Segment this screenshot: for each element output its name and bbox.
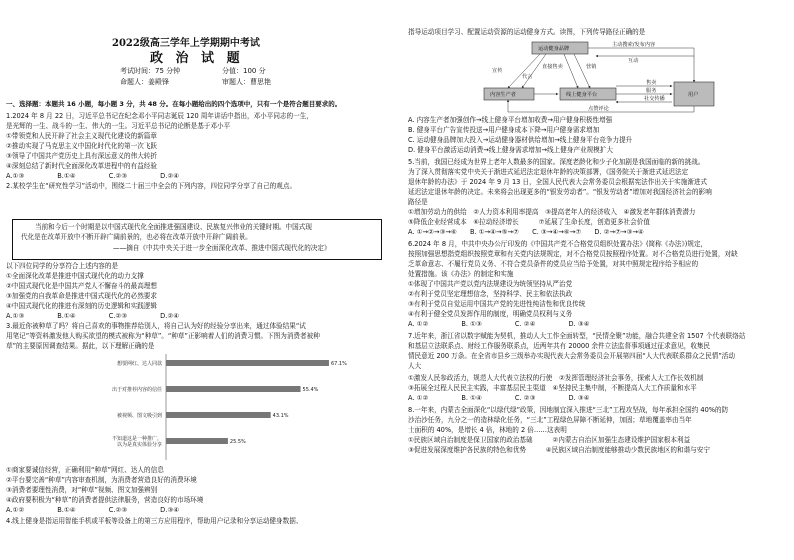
chart-bar: [166, 412, 271, 418]
option-line: ⑤降低企业经营成本 ⑥拉动经济增长 ⑦延展了生命长度，创造更多社会价值: [408, 218, 650, 226]
question-line: 人大: [408, 362, 422, 370]
svg-text:直接售卖: 直接售卖: [542, 64, 563, 70]
exam-reviewer: 审题人：曹思艳: [222, 78, 271, 86]
answer-choices: A.①③ B.①④ C.②③ D.②④: [6, 312, 180, 320]
option-line: ④中国式现代化的推进有深刻的历史逻辑和实践逻辑: [6, 302, 157, 310]
question-line: 为了深入贯彻落实党中央关于渐进式延迟法定退休年龄的决策部署，《国务院关于渐进式延迟法定: [408, 168, 689, 176]
chart-category-label: 出于对推荐内容的信任: [111, 387, 162, 393]
right-column-body: [402, 0, 794, 560]
option-line: ③促进发展深度维护各民族的特色和优势 ④民族区域自治制度能够推动少数民族地区的和谐与安宁: [408, 446, 710, 454]
question-line: 4.线上健身是指运用智能手机或平板等设备上的第三方应用程序，帮助用户记录和分享运动健身数据、: [6, 517, 303, 525]
exam-title: 2022级高三学年上学期期中考试: [112, 38, 260, 49]
chart-category-label: 被视频、图文吸引到: [116, 413, 162, 419]
section-header: 一、选择题：本题共 16 小题，每小题 3 分，共 48 分。在每小题给出的四个选项中，只有一个是符合题目要求的。: [6, 100, 342, 108]
question-line: 士面积的 40%，是增长 4 倍，林地的 2 倍……这表明: [408, 426, 567, 434]
option-line: ②平台要完善“种草”内容审查机制，为消费者营造良好的消费环境: [6, 476, 197, 484]
quote-line: 代化是在改革开放中不断开辟广阔前景的，也必将在改革开放中开辟广阔前景。: [21, 233, 252, 241]
chart-bar: [166, 360, 329, 366]
svg-text:主动搜索/发布内容: 主动搜索/发布内容: [612, 42, 656, 48]
answer-choices: A. ①② B. ①④ C. ②③ D. ③④: [408, 394, 590, 402]
question-line: 退休年龄的办法》于 2024 年 9 月 13 日，全国人民代表大会常务委员会根据宪法作出关于实施渐进式: [408, 178, 708, 186]
chart-value-label: 55.4%: [302, 387, 319, 393]
chart-value-label: 25.5%: [229, 439, 246, 445]
user-node-label: 用户: [688, 92, 699, 98]
option-line: ③有利于党员自觉运用中国共产党的先进性纯洁性和优良传统: [408, 300, 586, 308]
option-line: D. 健身平台激活运动消费→线上健身需求增加→线上健身产业规模扩大: [408, 146, 613, 154]
question-line: 处置措施。该《办法》的制定和实施: [408, 270, 514, 278]
option-line: ①增加劳动力的供给 ②人力资本利用率提高 ③提高老年人的经济收入 ④激发老年群体消费潜力: [408, 208, 696, 216]
answer-choices: A. ①→②→③→⑥ B. ①→④→⑤→⑦ C. ③→④→⑥→⑦ D. ②→⑦→③→④: [408, 228, 644, 236]
svg-text:互动: 互动: [628, 58, 639, 64]
question-line: 3.最近你被种草了吗？将自己喜欢的事物推荐给别人，将自己认为好的经验分享出来，通过体验结果“试: [6, 322, 306, 330]
svg-text:宣传: 宣传: [492, 68, 503, 74]
question-line: 路径是: [408, 198, 428, 206]
question-line: 乏革命意志、不履行党员义务、不符合党员条件的党员应当给予处置，对其中照规定程序给予相应的: [408, 260, 699, 268]
quote-box: [12, 219, 382, 260]
option-line: ①民族区域自治制度是保卫国家的政治基础 ②内蒙古自治区加强生态建设维护国家根本利益: [408, 436, 691, 444]
option-line: ②中国式现代化是中国共产党人不懈奋斗的最高理想: [6, 282, 157, 290]
platform-node-label: 线上健身平台: [566, 92, 598, 98]
creator-node-label: 内容生产者: [490, 92, 516, 98]
option-line: ①全面深化改革是推进中国式现代化的动力支撑: [6, 272, 144, 280]
subject-title: 政 治 试 题: [150, 51, 244, 66]
question-line: 2.某校学生在“研究性学习”活动中，围绕二十届三中全会的下列内容，四位同学分享了自己的观点。: [6, 182, 297, 190]
option-line: ①商家要诚信经营，正确利用“种草”网红、达人的信息: [6, 466, 164, 474]
question-line: 沙治沙任务，九分之一的造林绿化任务，“三北”工程绿色屏障不断延伸，加固；草地覆盖率由当年: [408, 416, 692, 424]
question-line: 以下四位同学的分享符合上述内容的是: [6, 262, 119, 270]
question-line: 和基层立法联系点、财经工作服务联系点，近两年共有 20000 余件立法监督事项通过征求意见，收集民: [408, 342, 711, 350]
svg-text:点赞评论: 点赞评论: [588, 106, 609, 112]
option-line: B. 健身平台广告宣传投送→用户健身成本下降→用户健身需求增加: [408, 126, 600, 134]
option-line: ④深刻总结了新时代全面深化改革进程中的有益经验: [6, 162, 157, 170]
answer-choices: A.①③ B.①④ C.②③ D.②④: [6, 172, 180, 180]
exam-author: 命题人：姜殿锋: [120, 78, 169, 86]
option-line: ③领导了中国共产党历史上具有深远意义的伟大转折: [6, 152, 157, 160]
chart-bar: [166, 438, 228, 444]
option-line: ①带领党和人民开辟了社会主义现代化建设的新篇章: [6, 132, 157, 140]
question-line: 延迟法定退休年龄的决定。未来将会出现更多的“银发劳动者”。“银发劳动者”增加对我国经济社会的影响: [408, 188, 712, 196]
svg-text:售卖: 售卖: [646, 80, 657, 86]
brand-node-label: 运动健身品牌: [538, 46, 570, 52]
svg-text:代言: 代言: [522, 74, 533, 80]
svg-text:服务: 服务: [646, 88, 657, 94]
seeding-reasons-chart: [54, 352, 347, 464]
chart-category-label: 想要网红、达人同款: [116, 361, 162, 367]
question-line: 情民意近 200 万条。在全省市县乡三级举办实现代表大会常务委员会开展第四届“人大代表联系群众之民情”活动: [408, 352, 735, 360]
option-line: ④政府要积极为“种草”的消费者提供法律服务，营造良好的市场环境: [6, 496, 204, 504]
exam-time: 考试时间：75 分钟: [120, 67, 181, 75]
answer-choices: A.①② B.①④ C.②③ D.③④: [6, 506, 180, 514]
option-line: ①激发人民参政活力，规范人大代表立法权的行使 ②发挥管理经济社会事务，探索人大工作长效机制: [408, 374, 704, 382]
question-line: 是光辉的一生、战斗的一生、伟大的一生。习近平总书记的论断是基于邓小平: [6, 122, 231, 130]
option-line: ③加强党的自我革命是推进中国式现代化的必然要求: [6, 292, 157, 300]
chart-value-label: 43.1%: [272, 413, 289, 419]
quote-source: ——摘自《中共中央关于进一步全面深化改革、推进中国式现代化的决定》: [113, 244, 331, 252]
answer-choices: A. ①② B. ①③ C. ②④ D. ③④: [408, 320, 590, 328]
question-line: 1.2024 年 8 月 22 日，习近平总书记在纪念邓小平同志诞辰 120 周年讲话中指出，邓小平同志的一生，: [6, 112, 313, 120]
option-line: ②推动实现了马克思主义中国化时代化的第一次飞跃: [6, 142, 157, 150]
question-line: 5.当前，我国已经成为世界上老年人数最多的国家。深度老龄化和少子化加剧是我国面临的新的挑战。: [408, 158, 705, 166]
question-line: 6.2024 年 8 月，中共中央办公厅印发的《中国共产党不合格党员组织处置办法》(简称《办法》)规定，: [408, 240, 708, 248]
option-line: A. 内容生产者加强创作→线上健身平台增加收费→用户健身积极性增强: [408, 116, 613, 124]
option-line: ③消费者要理性消费，对“种草”视频、图文加强辨别: [6, 486, 158, 494]
svg-text:营销: 营销: [586, 64, 597, 70]
option-line: C. 运动健身品牌加大投入→运动健身器材供给增加→线上健身平台竞争力提升: [408, 136, 633, 144]
chart-category-label: 不知道这是一种推广，: [111, 436, 162, 442]
svg-text:社交传播: 社交传播: [644, 96, 665, 102]
option-line: ②有利于党员坚定理想信念，坚持科学、民主和依法执政: [408, 290, 573, 298]
chart-bar: [166, 386, 301, 392]
question-line: 按照加强思想指党组织按照党章和有关党内法规规定，对不合格党员按照程序处置。对不合格党员进行处置，对缺: [408, 250, 738, 258]
exam-score: 分值：100 分: [222, 67, 266, 75]
question-line: 指导运动项目学习、配置运动资源的运动健身方式。读图，下列传导路径正确的是: [408, 28, 646, 36]
question-line: 8.一年来，内蒙古全面深化“以绿代绿”政策，因地制宜深入推进“三北”工程攻坚战，每年承担全国约 40%的防: [408, 406, 729, 414]
chart-value-label: 67.1%: [330, 361, 347, 367]
question-line: 用笔记”等资料激发他人购买欲望的模式被称为“种草”。“种草”正影响着人们的消费习惯。下图为消费者被种: [6, 332, 320, 340]
option-line: ④有利于健全党员发挥作用的制度，明确党员权利与义务: [408, 310, 573, 318]
chart-category-label: 以为是真实体验分享: [116, 442, 162, 448]
question-line: 7.近年来，浙江省以数字赋能为契机，推动人大工作全面转型，“民情全聚”功能，融合共建全省 1507 个代表联络站: [408, 332, 746, 340]
option-line: ①体现了中国共产党以党内法规建设为统领坚持从严治党: [408, 280, 573, 288]
quote-line: 当前和今后一个时期是以中国式现代化全面推进强国建设、民族复兴伟业的关键时期。中国式现: [35, 223, 312, 231]
option-line: ③拓展全过程人民民主实践，丰富基层民主渠道 ④坚持民主集中制，不断提高人大工作质量和水平: [408, 384, 697, 392]
question-line: 草”的主要原因调查结果。据此，以下理解正确的是: [6, 342, 155, 350]
